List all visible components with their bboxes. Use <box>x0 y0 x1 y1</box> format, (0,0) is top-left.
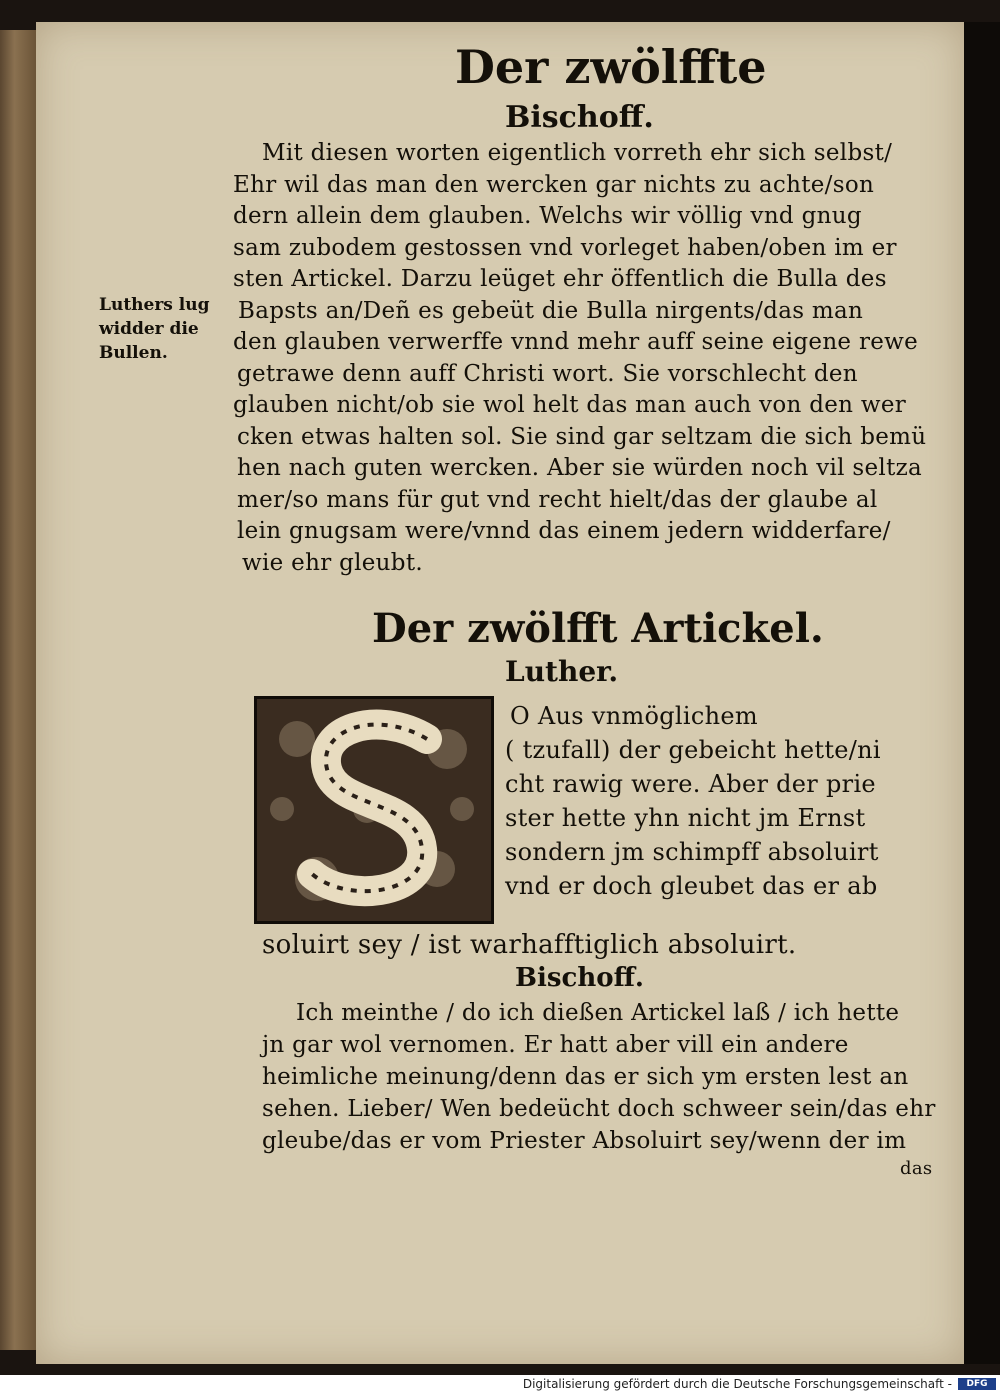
digitization-footer <box>0 1375 1000 1394</box>
dfg-logo: DFG <box>958 1378 996 1390</box>
text-line: wie ehr gleubt. <box>242 549 423 576</box>
book-spine <box>0 30 36 1350</box>
margin-note-line: widder die <box>99 319 199 339</box>
text-line: Mit diesen worten eigentlich vorreth ehr sich selbst/ <box>262 140 893 166</box>
text-line: jn gar wol vernomen. Er hatt aber vill ein andere <box>262 1032 849 1058</box>
text-line: ster hette yhn nicht jm Ernst <box>505 804 866 832</box>
text-line: Ich meinthe / do ich dießen Artickel laß / ich hette <box>296 1000 900 1026</box>
text-line: cken etwas halten sol. Sie sind gar seltzam die sich bemü <box>237 423 927 450</box>
decorated-initial-s <box>254 696 494 924</box>
text-line: gleube/das er vom Priester Absoluirt sey/wenn der im <box>262 1128 907 1154</box>
text-line: Bapsts an/Deñ es gebeüt die Bulla nirgents/das man <box>238 297 864 324</box>
section2-bischoff-heading: Bischoff. <box>515 963 644 993</box>
text-line: vnd er doch gleubet das er ab <box>505 872 878 900</box>
margin-note <box>99 293 210 365</box>
text-line: getrawe denn auff Christi wort. Sie vorschlecht den <box>237 360 858 387</box>
text-line: Ehr wil das man den wercken gar nichts zu achte/son <box>233 171 875 198</box>
section2-subheading: Luther. <box>505 655 619 688</box>
text-line: dern allein dem glauben. Welchs wir völlig vnd gnug <box>233 203 862 229</box>
footer-text: Digitalisierung gefördert durch die Deutsche Forschungsgemeinschaft - <box>522 1377 952 1391</box>
text-line: sehen. Lieber/ Wen bedeücht doch schweer sein/das ehr <box>262 1096 936 1122</box>
section2-after-initial: soluirt sey / ist warhafftiglich absoluirt. <box>262 930 797 960</box>
text-line: glauben nicht/ob sie wol helt das man auch von den wer <box>233 392 907 418</box>
page-edge <box>964 22 1000 1364</box>
text-line: lein gnugsam were/vnnd das einem jedern widderfare/ <box>237 518 891 544</box>
text-line: sam zubodem gestossen vnd vorleget haben/oben im er <box>233 234 897 261</box>
section1-subheading: Bischoff. <box>505 100 654 135</box>
text-line: den glauben verwerffe vnnd mehr auff seine eigene rewe <box>233 329 919 355</box>
text-line: mer/so mans für gut vnd recht hielt/das der glaube al <box>237 486 878 513</box>
initial-s-woodcut <box>257 699 491 921</box>
text-line: sondern jm schimpff absoluirt <box>505 838 879 866</box>
text-line: sten Artickel. Darzu leüget ehr öffentlich die Bulla des <box>233 266 887 292</box>
catchword: das <box>900 1158 933 1179</box>
text-line: hen nach guten wercken. Aber sie würden noch vil seltza <box>237 455 923 481</box>
text-line: heimliche meinung/denn das er sich ym ersten lest an <box>262 1064 909 1090</box>
text-line: ( tzufall) der gebeicht hette/ni <box>505 736 881 764</box>
section2-heading: Der zwölfft Artickel. <box>372 605 824 652</box>
text-line: cht rawig were. Aber der prie <box>505 770 876 798</box>
margin-note-line: Luthers lug <box>99 295 210 315</box>
section1-heading: Der zwölffte <box>455 40 767 94</box>
text-line: O Aus vnmöglichem <box>510 702 758 730</box>
margin-note-line: Bullen. <box>99 343 168 363</box>
